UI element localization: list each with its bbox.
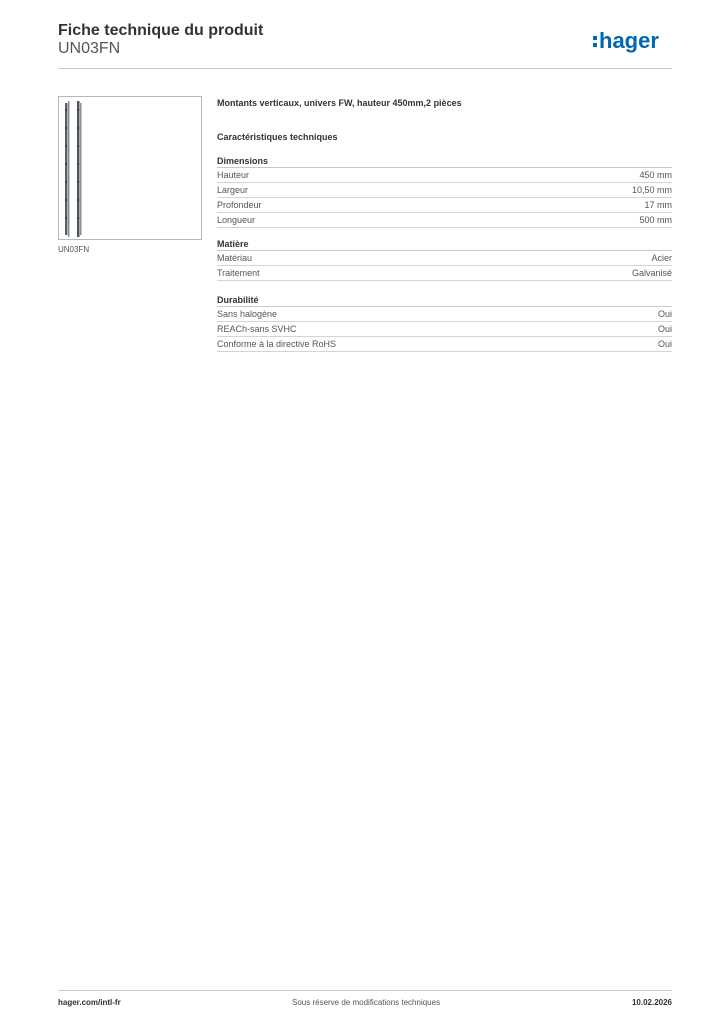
section-matiere	[217, 237, 672, 281]
header-divider	[58, 68, 672, 69]
section-heading: Durabilité	[217, 293, 672, 307]
spec-value: 500 mm	[639, 215, 672, 225]
product-description: Montants verticaux, univers FW, hauteur 450mm,2 pièces	[217, 98, 462, 108]
section-durabilite	[217, 293, 672, 352]
spec-label: Conforme à la directive RoHS	[217, 339, 337, 349]
spec-row	[217, 307, 672, 322]
section-heading: Matière	[217, 237, 672, 251]
spec-label: Hauteur	[217, 170, 250, 180]
hager-logo	[592, 27, 672, 57]
brand-logo-text: hager	[599, 28, 659, 53]
spec-value: Oui	[657, 309, 672, 319]
spec-value: Oui	[657, 339, 672, 349]
spec-row	[217, 337, 672, 352]
spec-label: Profondeur	[217, 200, 262, 210]
spec-value: Acier	[651, 253, 672, 263]
spec-value: Galvanisé	[631, 268, 672, 278]
spec-row	[217, 266, 672, 281]
spec-value: 10,50 mm	[631, 185, 672, 195]
spec-label: Matériau	[217, 253, 253, 263]
footer-date: 10.02.2026	[631, 998, 672, 1007]
spec-label: REACh-sans SVHC	[217, 324, 297, 334]
product-details	[217, 96, 672, 352]
image-caption: UN03FN	[58, 245, 90, 254]
spec-row	[217, 251, 672, 266]
product-reference: UN03FN	[58, 40, 121, 57]
spec-row	[217, 322, 672, 337]
spec-label: Largeur	[217, 185, 249, 195]
spec-label: Sans halogène	[217, 309, 278, 319]
spec-row	[217, 213, 672, 228]
footer-website-link[interactable]: hager.com/intl-fr	[58, 998, 121, 1007]
vertical-uprights-image	[59, 97, 203, 241]
specs-title: Caractéristiques techniques	[217, 132, 338, 142]
spec-value: 17 mm	[644, 200, 672, 210]
spec-row	[217, 168, 672, 183]
spec-row	[217, 183, 672, 198]
spec-label: Traitement	[217, 268, 260, 278]
spec-label: Longueur	[217, 215, 256, 225]
product-image	[58, 96, 202, 240]
section-heading: Dimensions	[217, 154, 672, 168]
footer-notice: Sous réserve de modifications techniques	[292, 998, 441, 1007]
page-title: Fiche technique du produit	[58, 22, 264, 39]
section-dimensions	[217, 154, 672, 228]
footer-divider	[58, 990, 672, 991]
spec-value: Oui	[657, 324, 672, 334]
spec-value: 450 mm	[639, 170, 672, 180]
spec-row	[217, 198, 672, 213]
